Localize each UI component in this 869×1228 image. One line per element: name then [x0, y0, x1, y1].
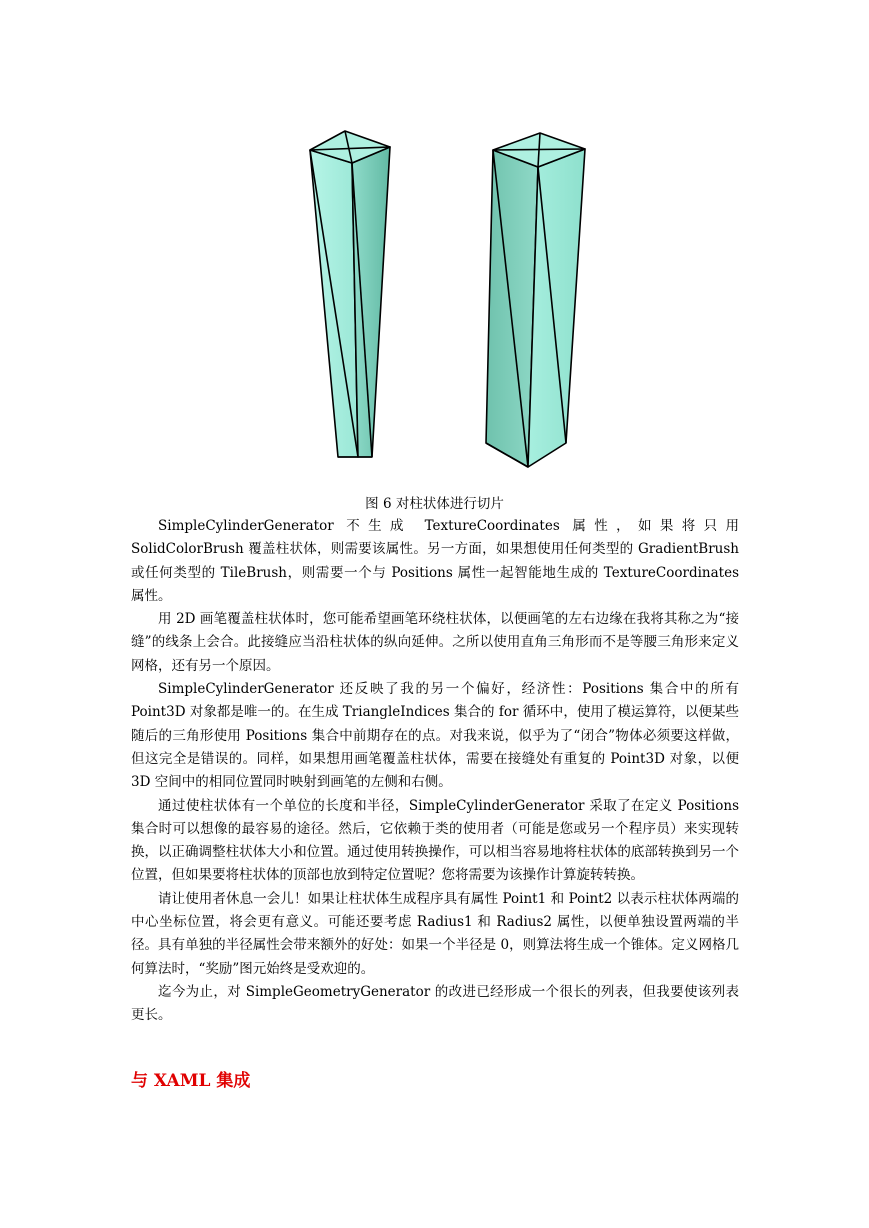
figure-caption: 图 6 对柱状体进行切片	[365, 496, 504, 512]
left-cylinder-face-right	[352, 147, 390, 457]
cylinder-figure	[300, 125, 600, 470]
article-body	[131, 515, 739, 1028]
sliced-cylinders-image	[300, 125, 600, 470]
paragraph-3: SimpleCylinderGenerator 还反映了我的另一个偏好，经济性：Positions 集合中的所有 Point3D 对象都是唯一的。在生成 TriangleIndices 集合的 for 循环中，使用了模运算符，以便某些随后的三角形使用 Positions 集合中前期存在的点。对我来说，似乎为了“闭合”物体必须要这样做，但这完全是错误的。同样，如果想用画笔覆盖柱状体，需要在接缝处有重复的 Point3D 对象，以便 3D 空间中的相同位置同时映射到画笔的左侧和右侧。	[131, 681, 739, 791]
paragraph-5: 请让使用者休息一会儿！如果让柱状体生成程序具有属性 Point1 和 Point2 以表示柱状体两端的中心坐标位置，将会更有意义。可能还要考虑 Radius1 和 Radius2 属性，以便单独设置两端的半径。具有单独的半径属性会带来额外的好处：如果一个半径是 0，则算法将生成一个锥体。定义网格几何算法时，“奖励”图元始终是受欢迎的。	[131, 890, 739, 977]
left-cylinder	[310, 131, 390, 457]
paragraph-1: SimpleCylinderGenerator 不生成 TextureCoordinates 属性，如果将只用 SolidColorBrush 覆盖柱状体，则需要该属性。另一方面，如果想使用任何类型的 GradientBrush 或任何类型的 TileBrush，则需要一个与 Positions 属性一起智能地生成的 TextureCoordinates 属性。	[131, 518, 739, 604]
right-cylinder-face-right	[528, 149, 585, 467]
section-heading: 与 XAML 集成	[131, 1071, 251, 1091]
paragraph-6: 迄今为止，对 SimpleGeometryGenerator 的改进已经形成一个很长的列表，但我要使该列表更长。	[131, 983, 739, 1024]
right-cylinder	[486, 133, 585, 467]
paragraph-2: 用 2D 画笔覆盖柱状体时，您可能希望画笔环绕柱状体，以便画笔的左右边缘在我将其称之为“接缝”的线条上会合。此接缝应当沿柱状体的纵向延伸。之所以使用直角三角形而不是等腰三角形来定义网格，还有另一个原因。	[131, 611, 739, 674]
paragraph-4: 通过使柱状体有一个单位的长度和半径，SimpleCylinderGenerator 采取了在定义 Positions 集合时可以想像的最容易的途径。然后，它依赖于类的使用者（可能是您或另一个程序员）来实现转换，以正确调整柱状体大小和位置。通过使用转换操作，可以相当容易地将柱状体的底部转换到另一个位置，但如果要将柱状体的顶部也放到特定位置呢？您将需要为该操作计算旋转转换。	[131, 797, 739, 884]
